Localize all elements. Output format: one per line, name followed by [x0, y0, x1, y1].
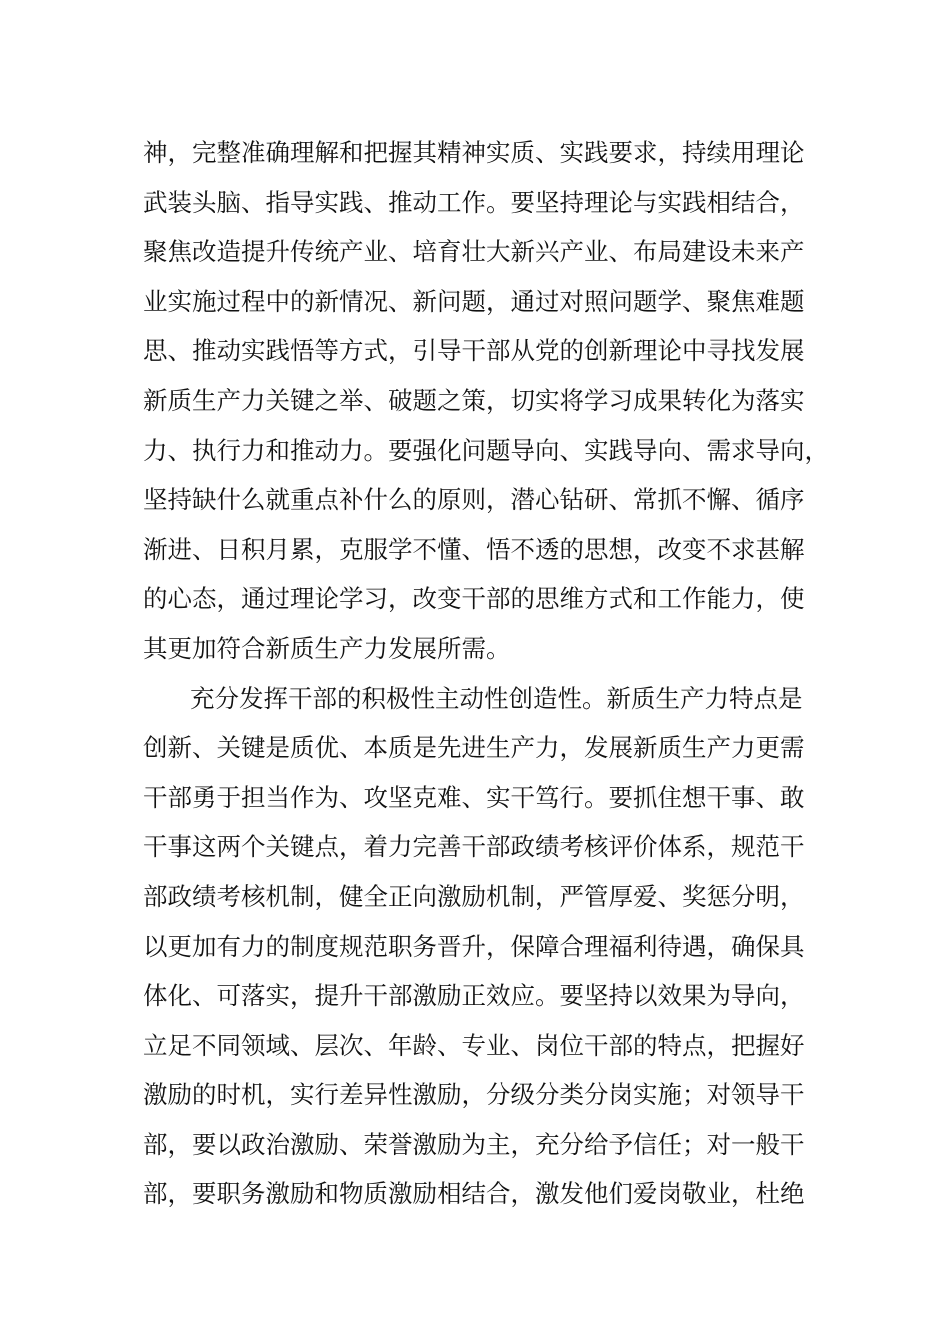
text-line: 新质生产力关键之举、破题之策，切实将学习成果转化为落实	[143, 385, 805, 415]
document-body	[143, 128, 829, 1219]
text-line: 部，要以政治激励、荣誉激励为主，充分给予信任；对一般干	[143, 1129, 805, 1159]
paragraph-first-line: 充分发挥干部的积极性主动性创造性。新质生产力特点是	[190, 683, 803, 713]
text-line: 干部勇于担当作为、攻坚克难、实干笃行。要抓住想干事、敢	[143, 782, 805, 812]
text-line: 部政绩考核机制，健全正向激励机制，严管厚爱、奖惩分明，	[143, 881, 805, 911]
text-line: 其更加符合新质生产力发展所需。	[143, 633, 511, 663]
text-line: 神，完整准确理解和把握其精神实质、实践要求，持续用理论	[143, 138, 805, 167]
text-line: 思、推动实践悟等方式，引导干部从党的创新理论中寻找发展	[143, 336, 805, 366]
text-line: 部，要职务激励和物质激励相结合，激发他们爱岗敬业，杜绝	[143, 1179, 805, 1209]
text-line: 激励的时机，实行差异性激励，分级分类分岗实施；对领导干	[143, 1080, 805, 1110]
text-line: 立足不同领域、层次、年龄、专业、岗位干部的特点，把握好	[143, 1030, 805, 1060]
text-line: 业实施过程中的新情况、新问题，通过对照问题学、聚焦难题	[143, 286, 805, 316]
text-line: 以更加有力的制度规范职务晋升，保障合理福利待遇，确保具	[143, 931, 805, 961]
text-line: 坚持缺什么就重点补什么的原则，潜心钻研、常抓不懈、循序	[143, 485, 805, 515]
text-line: 体化、可落实，提升干部激励正效应。要坚持以效果为导向，	[143, 981, 805, 1011]
text-line: 的心态，通过理论学习，改变干部的思维方式和工作能力，使	[143, 584, 805, 614]
text-line: 聚焦改造提升传统产业、培育壮大新兴产业、布局建设未来产	[143, 237, 805, 267]
text-line: 力、执行力和推动力。要强化问题导向、实践导向、需求导向，	[143, 435, 829, 465]
text-line: 武装头脑、指导实践、推动工作。要坚持理论与实践相结合，	[143, 187, 805, 217]
text-line: 干事这两个关键点，着力完善干部政绩考核评价体系，规范干	[143, 832, 805, 862]
text-line: 创新、关键是质优、本质是先进生产力，发展新质生产力更需	[143, 733, 805, 763]
text-line: 渐进、日积月累，克服学不懂、悟不透的思想，改变不求甚解	[143, 534, 805, 564]
